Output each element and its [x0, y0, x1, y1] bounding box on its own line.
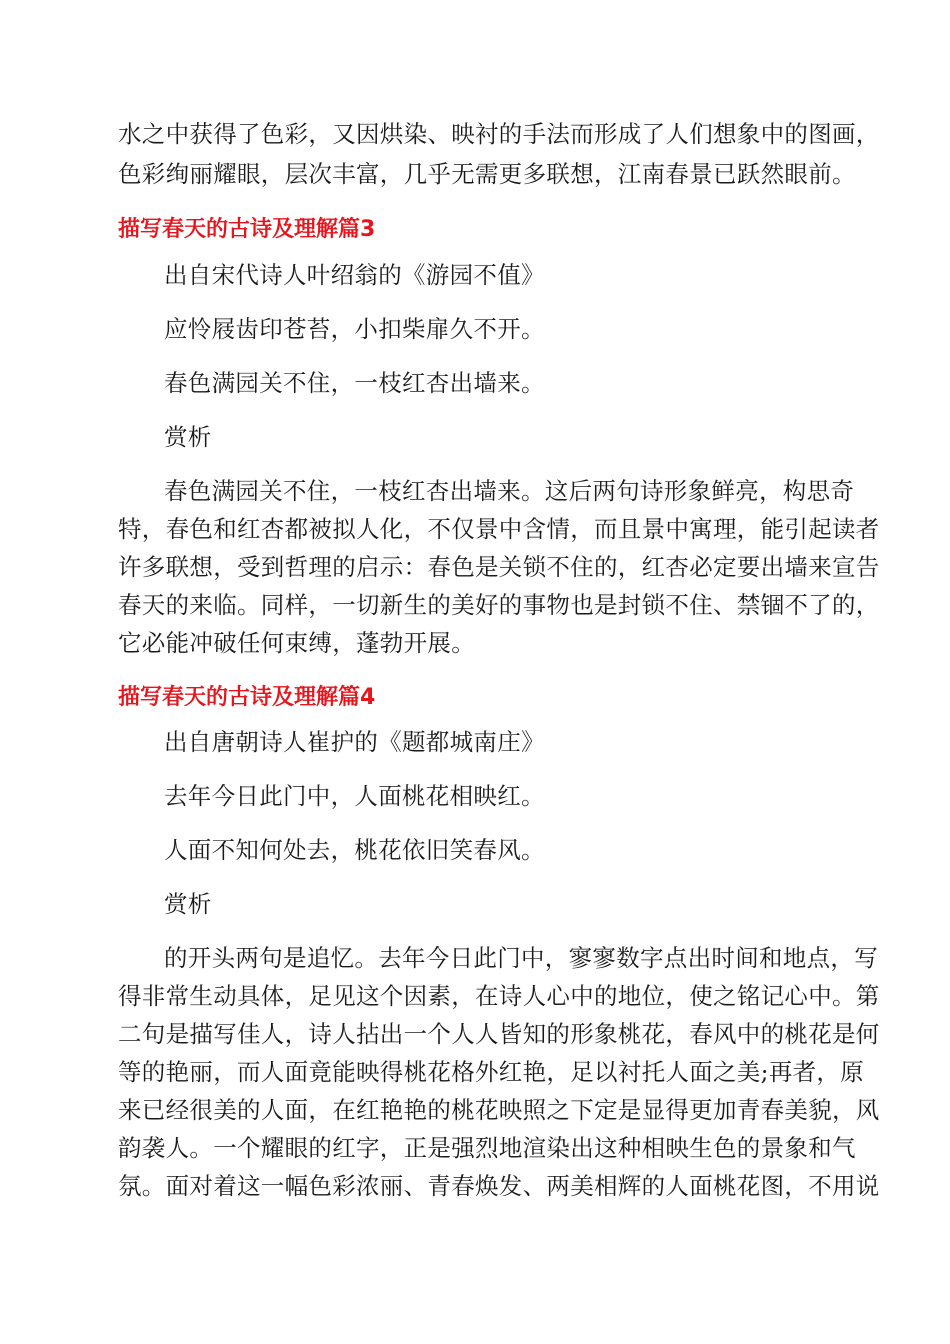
analysis-line: 的开头两句是追忆。去年今日此门中，寥寥数字点出时间和地点，写 — [164, 944, 878, 972]
appreciation-label: 赏析 — [164, 890, 212, 918]
analysis-line: 二句是描写佳人，诗人拈出一个人人皆知的形象桃花，春风中的桃花是何 — [118, 1020, 880, 1048]
poem-source: 出自宋代诗人叶绍翁的《游园不值》 — [164, 261, 545, 289]
poem-verse: 人面不知何处去，桃花依旧笑春风。 — [164, 836, 545, 864]
analysis-line: 得非常生动具体，足见这个因素，在诗人心中的地位，使之铭记心中。第 — [118, 982, 880, 1010]
analysis-line: 氛。面对着这一幅色彩浓丽、青春焕发、两美相辉的人面桃花图，不用说 — [118, 1172, 880, 1200]
section-heading-3: 描写春天的古诗及理解篇3 — [118, 217, 376, 242]
poem-verse: 应怜屐齿印苍苔，小扣柴扉久不开。 — [164, 315, 545, 343]
appreciation-label: 赏析 — [164, 423, 212, 451]
analysis-line: 许多联想，受到哲理的启示：春色是关锁不住的，红杏必定要出墙来宣告 — [118, 553, 880, 581]
analysis-line: 春天的来临。同样，一切新生的美好的事物也是封锁不住、禁锢不了的， — [118, 591, 880, 619]
analysis-line: 韵袭人。一个耀眼的红字，正是强烈地渲染出这种相映生色的景象和气 — [118, 1134, 856, 1162]
analysis-line: 来已经很美的人面，在红艳艳的桃花映照之下定是显得更加青春美貌，风 — [118, 1096, 880, 1124]
analysis-line: 它必能冲破任何束缚，蓬勃开展。 — [118, 629, 475, 657]
poem-verse: 春色满园关不住，一枝红杏出墙来。 — [164, 369, 545, 397]
section-heading-4: 描写春天的古诗及理解篇4 — [118, 685, 376, 710]
poem-source: 出自唐朝诗人崔护的《题都城南庄》 — [164, 728, 545, 756]
poem-verse: 去年今日此门中，人面桃花相映红。 — [164, 782, 545, 810]
analysis-line: 春色满园关不住，一枝红杏出墙来。这后两句诗形象鲜亮，构思奇 — [164, 477, 855, 505]
intro-line: 色彩绚丽耀眼，层次丰富，几乎无需更多联想，江南春景已跃然眼前。 — [118, 160, 856, 188]
analysis-line: 特，春色和红杏都被拟人化，不仅景中含情，而且景中寓理，能引起读者 — [118, 515, 880, 543]
intro-line: 水之中获得了色彩，又因烘染、映衬的手法而形成了人们想象中的图画， — [118, 120, 880, 148]
analysis-line: 等的艳丽，而人面竟能映得桃花格外红艳，足以衬托人面之美;再者，原 — [118, 1058, 865, 1086]
